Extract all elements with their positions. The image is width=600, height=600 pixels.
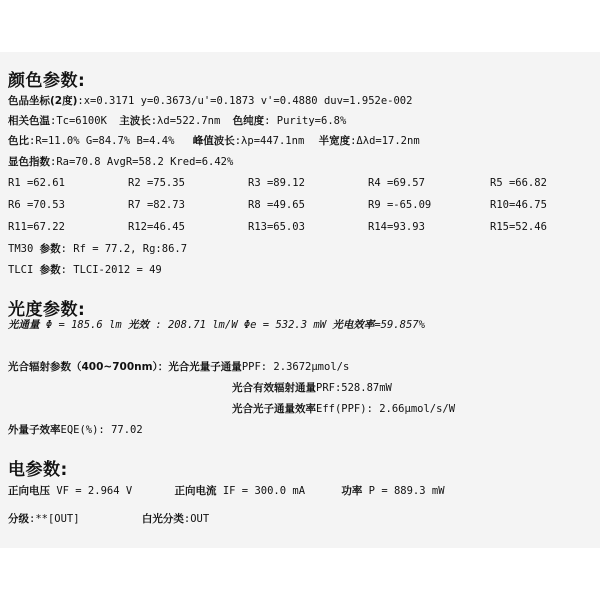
color-ratio-label: 色比	[8, 135, 29, 147]
r-value-cell: R1 =62.61	[8, 177, 65, 189]
power-label: 功率	[341, 485, 363, 497]
par-label: 光合辐射参数（400~700nm）：	[8, 361, 169, 373]
tlci-label: 参数	[39, 264, 61, 276]
cri-label: 显色指数	[8, 156, 50, 168]
luminous-efficacy-value: : 208.71 lm/W Φe = 532.3 mW	[149, 319, 333, 331]
tm30-value: : Rf = 77.2, Rg:86.7	[60, 243, 188, 255]
color-ratio-line	[8, 134, 420, 148]
cct-label: 相关色温	[8, 115, 50, 127]
r-value-cell: R5 =66.82	[490, 177, 547, 189]
forward-voltage-value: VF = 2.964 V	[50, 485, 133, 497]
par-line-eff	[232, 402, 455, 416]
grade-label: 分级	[8, 513, 29, 525]
tm30-label: 参数	[39, 243, 61, 255]
forward-current-value: IF = 300.0 mA	[216, 485, 306, 497]
ppf-value: PPF: 2.3672μmol/s	[241, 361, 350, 373]
cct-line	[8, 114, 346, 128]
eqe-line	[8, 423, 143, 437]
r-value-cell: R6 =70.53	[8, 199, 65, 211]
photon-efficiency-value: Eff(PPF): 2.66μmol/s/W	[316, 403, 456, 415]
photometric-line	[8, 318, 425, 332]
r-value-cell: R2 =75.35	[128, 177, 185, 189]
r-value-cell: R11=67.22	[8, 221, 65, 233]
cri-line	[8, 155, 233, 169]
white-class-label: 白光分类	[141, 513, 184, 525]
r-value-cell: R4 =69.57	[368, 177, 425, 189]
power-value: P = 889.3 mW	[362, 485, 445, 497]
tlci-value: : TLCI-2012 = 49	[60, 264, 162, 276]
r-value-cell: R8 =49.65	[248, 199, 305, 211]
chromaticity-value: :x=0.3171 y=0.3673/u'=0.1873 v'=0.4880 duv=1.952e-002	[77, 95, 413, 107]
color-ratio-value: :R=11.0% G=84.7% B=4.4%	[29, 135, 175, 147]
chromaticity-label: 色品坐标(2度)	[8, 95, 78, 107]
photoelectric-efficiency-value: =59.857%	[374, 319, 425, 331]
peak-wavelength-label: 峰值波长	[192, 135, 235, 147]
r-value-cell: R9 =-65.09	[368, 199, 432, 211]
ppf-label: 光合光量子通量	[168, 361, 242, 373]
cct-value: :Tc=6100K	[50, 115, 107, 127]
grade-value: :**[OUT]	[29, 513, 80, 525]
luminous-efficacy-label: 光效	[128, 319, 150, 331]
grade-line	[8, 512, 209, 526]
dominant-wavelength-label: 主波长	[119, 115, 151, 127]
cri-value: :Ra=70.8 AvgR=58.2 Kred=6.42%	[50, 156, 234, 168]
eqe-value: EQE(%): 77.02	[60, 424, 143, 436]
tlci-line	[8, 263, 162, 277]
tm30-prefix: TM30	[8, 243, 40, 255]
half-width-value: :Δλd=17.2nm	[350, 135, 420, 147]
electrical-line	[8, 484, 445, 498]
photometric-section-title: 光度参数:	[8, 300, 86, 320]
r-value-cell: R7 =82.73	[128, 199, 185, 211]
chromaticity-line	[8, 94, 412, 108]
half-width-label: 半宽度	[318, 135, 351, 147]
prf-label: 光合有效辐射通量	[232, 382, 316, 394]
luminous-flux-label: 光通量	[8, 319, 40, 331]
prf-value: PRF:528.87mW	[316, 382, 392, 394]
photon-efficiency-label: 光合光子通量效率	[232, 403, 316, 415]
color-section-title: 颜色参数:	[8, 71, 86, 91]
r-value-cell: R10=46.75	[490, 199, 547, 211]
forward-voltage-label: 正向电压	[8, 485, 50, 497]
r-value-cell: R13=65.03	[248, 221, 305, 233]
peak-wavelength-value: :λp=447.1nm	[234, 135, 305, 147]
par-line-prf	[232, 381, 392, 395]
r-value-cell: R14=93.93	[368, 221, 425, 233]
purity-value: : Purity=6.8%	[264, 115, 347, 127]
r-value-cell: R15=52.46	[490, 221, 547, 233]
luminous-flux-value: Φ = 185.6 lm	[39, 319, 129, 331]
tlci-prefix: TLCI	[8, 264, 40, 276]
white-class-value: :OUT	[183, 513, 210, 525]
r-value-cell: R3 =89.12	[248, 177, 305, 189]
r-value-cell: R12=46.45	[128, 221, 185, 233]
par-line-ppf	[8, 360, 349, 374]
dominant-wavelength-value: :λd=522.7nm	[150, 115, 221, 127]
tm30-line	[8, 242, 187, 256]
eqe-label: 外量子效率	[8, 424, 61, 436]
forward-current-label: 正向电流	[174, 485, 217, 497]
electrical-section-title: 电参数:	[8, 460, 68, 480]
photoelectric-efficiency-label: 光电效率	[332, 319, 375, 331]
purity-label: 色纯度	[232, 115, 265, 127]
